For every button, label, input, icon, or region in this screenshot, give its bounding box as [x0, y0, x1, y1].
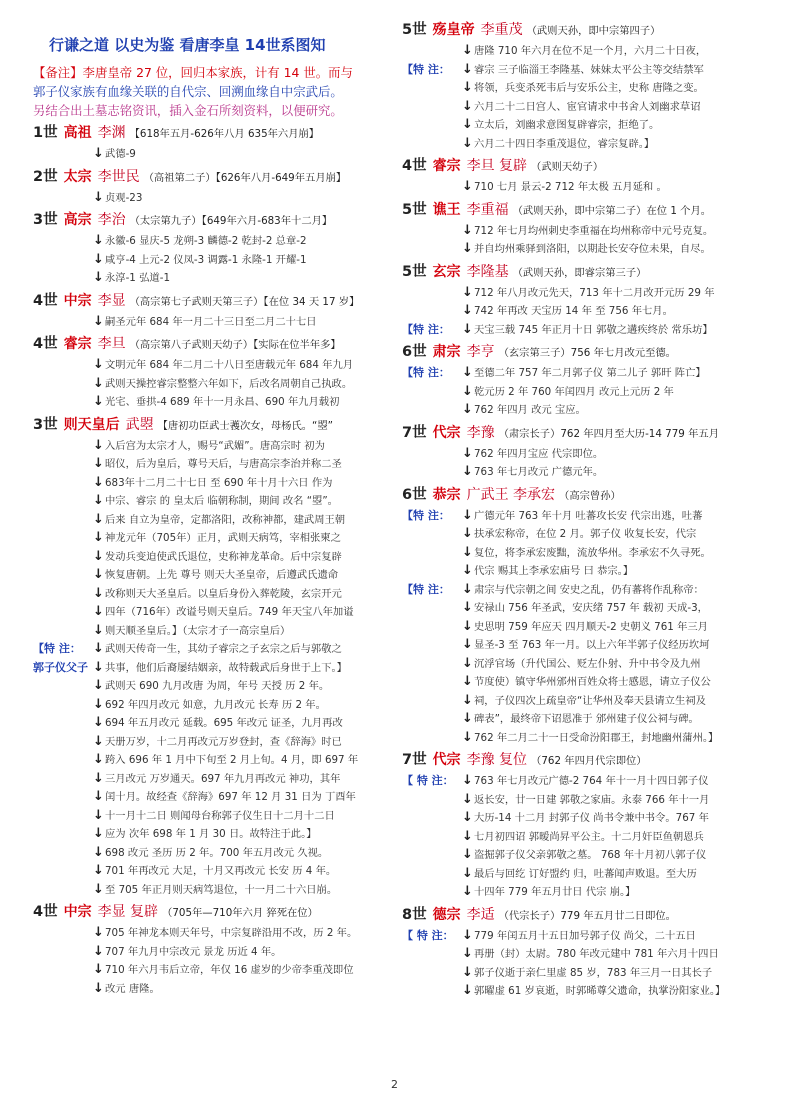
record-line: [33, 313, 393, 332]
intro-line: 【备注】李唐皇帝 27 位，回归本家族，计有 14 世。而与: [33, 65, 353, 80]
record-line: [402, 828, 762, 847]
record-text: 沉浮官场（升代国公、贬左仆射、升中书令及九州: [474, 657, 701, 670]
record-text: 唐隆 710 年六月在位不足一个月，六月二十日夜，: [474, 45, 707, 57]
generation-heading: [33, 291, 393, 313]
special-note-label: ↓ 【特 注：: [402, 582, 450, 596]
special-note-label: ↓ 郭子仪父子: [33, 660, 88, 674]
generation-number: 3世: [33, 416, 58, 433]
record-line: [33, 862, 393, 881]
record-line: [402, 401, 762, 420]
record-text: 710 七月 景云-2 712 年太极 五月延和 。: [474, 181, 667, 193]
record-line: [402, 42, 762, 61]
temple-name: 代宗: [432, 752, 461, 768]
temple-name: 殇皇帝: [432, 22, 475, 38]
record-line: [402, 772, 762, 791]
record-line: [33, 356, 393, 375]
generation-heading: [33, 415, 393, 437]
emperor-name: 李显: [97, 292, 126, 309]
record-line: [402, 883, 762, 902]
record-text: 六月二十二日宫人、宦官请求中书舍人刘幽求草诏: [474, 100, 701, 113]
record-line: [33, 511, 393, 530]
temple-name: 肃宗: [432, 344, 461, 360]
record-text: 763 年七月改元 广德元年。: [474, 466, 604, 478]
generation-heading: [402, 156, 762, 178]
record-text: 发动兵变迫使武氏退位，史称神龙革命。后中宗复辟: [105, 550, 342, 563]
record-line: [33, 825, 393, 844]
record-text: 贞观-23: [105, 191, 143, 204]
record-text: 文明元年 684 年二月二十八日至唐载元年 684 年九月: [105, 359, 354, 371]
special-note-label: ↓ 【特 注：: [402, 508, 450, 522]
emperor-name: 李旦: [97, 336, 126, 352]
record-line: [402, 507, 762, 526]
generation-number: 8世: [402, 906, 427, 923]
page-title: 行谦之道 以史为鉴 看唐李皇 14世系图知: [49, 36, 326, 54]
record-text: 武则天操控睿宗整整六年如下，后改名周朝自己执政。: [105, 377, 353, 390]
generation-heading: [402, 20, 762, 42]
generation-section: [402, 342, 762, 420]
record-text: 701 年再改元 大足，十月又再改元 长安 历 4 年。: [105, 865, 337, 877]
emperor-name: 李豫 复位: [466, 752, 528, 768]
record-line: [402, 599, 762, 618]
record-line: [402, 927, 762, 946]
special-note-label: ↓ 【特 注：: [402, 62, 450, 76]
record-text: 光宅、垂拱-4 689 年十一月永昌、690 年九月载初: [105, 396, 340, 408]
record-line: [33, 492, 393, 511]
record-text: 武则天传奇一生，其幼子睿宗之子玄宗之后与郭敬之: [105, 643, 342, 655]
record-line: [33, 375, 393, 394]
intro-line: 郭子仪家族有血缘关联的自代宗、回溯血缘自中宗武后。: [33, 84, 343, 99]
record-text: 代宗 赐其上李承宏庙号 曰 恭宗。】: [474, 565, 634, 577]
record-text: 闰十月。故经查《辞海》697 年 12 月 31 日为 丁酉年: [105, 791, 356, 803]
record-line: [402, 729, 762, 748]
record-text: 三月改元 万岁通天。697 年九月再改元 神功，其年: [105, 772, 341, 785]
record-line: [402, 655, 762, 674]
record-text: 至德二年 757 年二月郭子仪 第二儿子 郭旰 阵亡】: [474, 367, 706, 379]
record-line: [402, 302, 762, 321]
temple-name: 睿宗: [432, 158, 461, 174]
record-line: [402, 284, 762, 303]
temple-name: 太宗: [63, 168, 92, 185]
reign-info: （武则天幼子）: [531, 161, 604, 173]
record-text: 共事，他们后裔屡结姻亲，故特载武后身世于上下。】: [105, 661, 347, 674]
record-line: [402, 79, 762, 98]
record-text: 永徽-6 显庆-5 龙朔-3 麟德-2 乾封-2 总章-2: [105, 235, 307, 247]
record-text: 立太后，刘幽求意图复辟睿宗，拒绝了。: [474, 119, 660, 131]
record-line: [402, 982, 762, 1001]
record-text: 698 改元 圣历 历 2 年。700 年五月改元 久视。: [105, 846, 329, 859]
record-text: 咸亨-4 上元-2 仪凤-3 调露-1 永隆-1 开耀-1: [105, 253, 307, 266]
generation-section: [402, 156, 762, 197]
temple-name: 代宗: [432, 424, 461, 441]
record-line: [33, 943, 393, 962]
generation-heading: [402, 750, 762, 772]
record-line: [402, 116, 762, 135]
emperor-name: 李旦 复辟: [466, 158, 528, 174]
record-line: [33, 232, 393, 251]
record-line: [33, 269, 393, 288]
record-text: 则天顺圣皇后。】（太宗才子一高宗皇后）: [105, 624, 291, 637]
left-generations: [33, 123, 393, 998]
record-line: [33, 659, 393, 678]
record-line: [402, 636, 762, 655]
record-text: 广德元年 763 年十月 吐蕃攻长安 代宗出逃，吐蕃: [474, 509, 703, 522]
emperor-name: 武曌: [125, 416, 154, 433]
record-text: 705 年神龙本则天年号，中宗复辟沿用不改，历 2 年。: [105, 927, 358, 939]
temple-name: 中宗: [63, 292, 92, 309]
record-line: [402, 383, 762, 402]
temple-name: 恭宗: [432, 486, 461, 503]
special-note-label: ↓ 【特 注：: [402, 322, 450, 336]
record-text: 762 年二月二十一日受命汾阳郡王，封地幽州蒲州。】: [474, 731, 719, 744]
record-line: [33, 751, 393, 770]
record-text: 应为 次年 698 年 1 月 30 日。故特注于此。】: [105, 828, 317, 840]
generation-section: [33, 334, 393, 412]
generation-number: 4世: [402, 158, 427, 174]
record-text: 至 705 年正月则天病笃退位，十一月二十六日崩。: [105, 883, 338, 896]
record-line: [402, 809, 762, 828]
right-generations: [402, 20, 762, 1001]
record-text: 肃宗与代宗朝之间 安史之乱，仍有蕃将作乱称帝：: [474, 583, 704, 596]
generation-section: [402, 905, 762, 1001]
record-line: [33, 733, 393, 752]
record-text: 武则天 690 九月改唐 为周，年号 天授 历 2 年。: [105, 680, 330, 692]
record-text: 762 年四月 改元 宝应。: [474, 404, 586, 416]
record-line: [33, 566, 393, 585]
record-text: 史思明 759 年应天 四月顺天-2 史朝义 761 年三月: [474, 620, 708, 633]
reign-info: （高宗第七子武则天第三子）【在位 34 天 17 岁】: [129, 295, 360, 308]
temple-name: 玄宗: [432, 263, 461, 280]
generation-heading: [33, 210, 393, 232]
generation-section: [33, 415, 393, 900]
generation-heading: [402, 485, 762, 507]
record-text: 大历-14 十二月 封郭子仪 尚书令兼中书令。767 年: [474, 812, 709, 824]
generation-section: [402, 423, 762, 482]
record-line: [402, 98, 762, 117]
reign-info: （太宗第九子）【649年六月-683年十二月】: [129, 215, 333, 227]
generation-number: 2世: [33, 168, 58, 185]
record-text: 盗掘郭子仪父亲郭敬之墓。 768 年十月初八郭子仪: [474, 849, 707, 861]
record-line: [33, 807, 393, 826]
record-line: [33, 881, 393, 900]
emperor-name: 李豫: [466, 424, 495, 441]
record-text: 乾元历 2 年 760 年闰四月 改元上元历 2 年: [474, 385, 674, 398]
record-text: 712 年八月改元先天，713 年十二月改开元历 29 年: [474, 286, 715, 299]
reign-info: （武则天孙，即睿宗第三子）: [512, 266, 647, 279]
record-text: 707 年九月中宗改元 景龙 历近 4 年。: [105, 945, 282, 958]
record-text: 七月初四诏 郭暧尚昇平公主。十二月奸臣鱼朝恩兵: [474, 830, 704, 843]
reign-info: （高宗曾孙）: [559, 489, 621, 502]
record-line: [33, 189, 393, 208]
generation-number: 4世: [33, 292, 58, 309]
special-note-label: ↓ 【特 注：: [402, 366, 450, 379]
record-line: [33, 788, 393, 807]
generation-number: 7世: [402, 424, 427, 441]
reign-info: （高祖第二子）【626年八月-649年五月崩】: [143, 171, 347, 184]
reign-info: （武则天孙，即中宗第四子）: [526, 25, 661, 37]
emperor-name: 李隆基: [466, 263, 509, 280]
record-text: 改元 唐隆。: [105, 982, 160, 995]
generation-heading: [402, 262, 762, 284]
temple-name: 高宗: [63, 212, 92, 228]
record-line: [402, 581, 762, 600]
right-column: [402, 0, 762, 1001]
reign-info: （武则天孙，即中宗第二子）在位 1 个月。: [512, 204, 712, 217]
reign-info: 【唐初功臣武士彟次女，母杨氏。“曌”: [157, 419, 334, 432]
generation-number: 5世: [402, 263, 427, 280]
record-line: [33, 677, 393, 696]
record-text: 入后宫为太宗才人，赐号“武媚”。唐高宗时 初为: [105, 439, 325, 452]
generation-number: 6世: [402, 344, 427, 360]
record-line: [402, 222, 762, 241]
record-line: [402, 562, 762, 581]
record-line: [402, 964, 762, 983]
emperor-name: 李显 复辟: [97, 904, 159, 920]
emperor-name: 李重福: [466, 201, 509, 218]
record-text: 四年（716年）改谥号则天皇后。749 年天宝八年加谥: [105, 606, 354, 618]
record-line: [33, 696, 393, 715]
record-line: [402, 61, 762, 80]
record-line: [402, 865, 762, 884]
record-text: 睿宗 三子临淄王李隆基、妹妹太平公主等交结禁军: [474, 63, 704, 76]
generation-number: 5世: [402, 201, 427, 218]
record-text: 天宝三载 745 年正月十日 郭敬之遘疾终於 常乐坊】: [474, 323, 713, 336]
record-line: [33, 844, 393, 863]
record-text: 节度使）镇守华州邠州百姓众将士感恩，请立子仪公: [474, 676, 711, 688]
record-text: 十四年 779 年五月廿日 代宗 崩。】: [474, 886, 636, 898]
record-line: [33, 145, 393, 164]
record-text: 恢复唐朝。上先 尊号 则天大圣皇帝，后遵武氏遗命: [105, 569, 339, 581]
record-line: [33, 924, 393, 943]
record-text: 复位，将李承宏废黜，流放华州。李承宏不久寻死。: [474, 546, 711, 559]
emperor-name: 李渊: [97, 125, 126, 141]
generation-section: [33, 902, 393, 998]
record-text: 694 年五月改元 延载。695 年改元 证圣，九月再改: [105, 717, 343, 729]
record-text: 郭子仪逝于亲仁里虚 85 岁，783 年三月一日其长子: [474, 966, 713, 979]
reign-info: （代宗长子）779 年五月廿二日即位。: [498, 909, 676, 922]
generation-section: [402, 262, 762, 340]
record-text: 将领，兵变杀死韦后与安乐公主，史称 唐隆之变。: [474, 82, 704, 94]
emperor-name: 李治: [97, 212, 126, 228]
generation-number: 4世: [33, 904, 58, 920]
temple-name: 则天皇后: [63, 416, 120, 433]
generation-section: [33, 167, 393, 208]
record-line: [402, 364, 762, 383]
record-line: [33, 455, 393, 474]
record-line: [33, 251, 393, 270]
record-text: 嗣圣元年 684 年一月二十三日至二月二十七日: [105, 315, 317, 328]
temple-name: 睿宗: [63, 336, 92, 352]
record-line: [33, 770, 393, 789]
emperor-name: 李亨: [466, 344, 495, 360]
record-text: 天册万岁，十二月再改元万岁登封，查《辞海》时已: [105, 735, 342, 748]
generation-number: 3世: [33, 212, 58, 228]
generation-number: 7世: [402, 752, 427, 768]
generation-number: 1世: [33, 125, 58, 141]
record-line: [33, 622, 393, 641]
record-text: 安禄山 756 年圣武，安庆绪 757 年 载初 天成-3，: [474, 602, 708, 614]
record-line: [33, 393, 393, 412]
record-text: 742 年再改 天宝历 14 年 至 756 年七月。: [474, 305, 673, 317]
generation-section: [33, 123, 393, 164]
record-line: [402, 463, 762, 482]
record-text: 碑表”，最终帝下诏恩准于 邠州建子仪公祠与碑。: [474, 713, 699, 725]
record-line: [33, 640, 393, 659]
generation-heading: [402, 905, 762, 927]
record-line: [402, 846, 762, 865]
generation-number: 4世: [33, 336, 58, 352]
record-line: [402, 618, 762, 637]
generation-section: [402, 750, 762, 902]
reign-info: 【618年五月-626年八月 635年六月崩】: [129, 128, 320, 140]
generation-number: 6世: [402, 486, 427, 503]
generation-heading: [33, 123, 393, 145]
record-text: 683年十二月二十七日 至 690 年十月十六日 作为: [105, 476, 333, 489]
record-text: 永淳-1 弘道-1: [105, 272, 170, 284]
record-line: [33, 474, 393, 493]
generation-heading: [402, 200, 762, 222]
special-note-label: ↓ 【 特 注：: [402, 928, 454, 942]
record-text: 最后与回纥 订好盟约 归，吐蕃闻声败退。至大历: [474, 867, 697, 880]
record-text: 返长安，廿一日建 郭敬之家庙。永泰 766 年十一月: [474, 793, 710, 806]
record-text: 显圣-3 至 763 年一月。以上六年半郭子仪经历坎坷: [474, 639, 710, 651]
temple-name: 高祖: [63, 125, 92, 141]
page-number: 2: [391, 1078, 398, 1091]
record-line: [402, 945, 762, 964]
record-text: 763 年七月改元广德-2 764 年十一月十四日郭子仪: [474, 775, 709, 787]
generation-section: [402, 200, 762, 259]
special-note-label: ↓ 【特 注：: [33, 642, 81, 655]
record-line: [33, 529, 393, 548]
record-line: [402, 673, 762, 692]
record-text: 改称则天大圣皇后。以皇后身份入葬乾陵，玄宗开元: [105, 587, 342, 600]
temple-name: 谯王: [432, 201, 461, 218]
reign-info: （高宗第八子武则天幼子）【实际在位半年多】: [129, 339, 341, 351]
emperor-name: 广武王 李承宏: [466, 486, 556, 503]
record-line: [402, 445, 762, 464]
generation-heading: [402, 342, 762, 364]
record-text: 昭仪，后为皇后，尊号天后，与唐高宗李治并称二圣: [105, 458, 342, 470]
record-line: [402, 240, 762, 259]
record-text: 六月二十四日李重茂退位，睿宗复辟。】: [474, 137, 655, 150]
record-line: [402, 692, 762, 711]
generation-section: [402, 20, 762, 153]
record-text: 692 年四月改元 如意，九月改元 长寿 历 2 年。: [105, 698, 326, 711]
record-line: [33, 437, 393, 456]
record-text: 并自均州乘驿到洛阳，以期赴长安夺位未果，自尽。: [474, 243, 711, 255]
record-line: [402, 544, 762, 563]
generation-heading: [33, 334, 393, 356]
record-text: 祠，子仪四次上疏皇帝“让华州及奉天县请立生祠及: [474, 694, 706, 707]
record-text: 神龙元年（705年）正月，武则天病笃，宰相张柬之: [105, 532, 341, 544]
reign-info: （762 年四月代宗即位）: [531, 755, 647, 767]
record-line: [402, 135, 762, 154]
record-line: [33, 603, 393, 622]
record-line: [402, 710, 762, 729]
record-line: [402, 178, 762, 197]
record-line: [402, 791, 762, 810]
record-text: 再册（封）太尉。780 年改元建中 781 年六月十四日: [474, 948, 719, 960]
record-line: [402, 525, 762, 544]
intro-note: [33, 63, 393, 120]
generation-heading: [33, 167, 393, 189]
generation-section: [402, 485, 762, 748]
record-line: [33, 714, 393, 733]
emperor-name: 李世民: [97, 168, 140, 185]
record-line: [402, 321, 762, 340]
record-text: 后来 自立为皇帝，定都洛阳，改称神都，建武周王朝: [105, 513, 346, 526]
record-text: 扶承宏称帝，在位 2 月。郭子仪 收复长安，代宗: [474, 528, 697, 540]
temple-name: 中宗: [63, 904, 92, 920]
record-text: 779 年闰五月十五日加号郭子仪 尚父，二十五日: [474, 929, 696, 942]
emperor-name: 李重茂: [480, 22, 523, 38]
record-text: 中宗、睿宗 的 皇太后 临朝称制，期间 改名 “曌”。: [105, 495, 338, 507]
emperor-name: 李适: [466, 906, 495, 923]
record-line: [33, 548, 393, 567]
generation-heading: [33, 902, 393, 924]
record-line: [33, 585, 393, 604]
record-text: 710 年六月韦后立帝，年仅 16 虚岁的少帝李重茂即位: [105, 964, 354, 976]
generation-section: [33, 291, 393, 332]
record-text: 跨入 696 年 1 月中下旬至 2 月上旬。4 月，即 697 年: [105, 754, 359, 766]
record-text: 十一月十二日 则闻母台称郭子仪生日十二月十二日: [105, 809, 335, 822]
record-text: 762 年四月宝应 代宗即位。: [474, 447, 604, 460]
reign-info: （肃宗长子）762 年四月至大历-14 779 年五月: [498, 427, 719, 440]
record-line: [33, 961, 393, 980]
generation-number: 5世: [402, 22, 427, 38]
left-column: [33, 0, 393, 998]
special-note-label: ↓ 【 特 注：: [402, 774, 454, 787]
reign-info: （玄宗第三子）756 年七月改元至德。: [498, 347, 676, 359]
generation-section: [33, 210, 393, 288]
record-text: 郭曜虚 61 岁哀逝，时郭晞尊父遗命，执掌汾阳家业。】: [474, 985, 726, 997]
record-line: [33, 980, 393, 999]
intro-line: 另结合出土墓志铭资讯，插入金石所刻资料，以便研究。: [33, 103, 343, 118]
record-text: 712 年七月均州刺史李重福在均州称帝中元号克复。: [474, 224, 714, 237]
record-text: 武德-9: [105, 148, 136, 160]
temple-name: 德宗: [432, 906, 461, 923]
reign-info: （705年—710年六月 猝死在位）: [162, 907, 318, 919]
generation-heading: [402, 423, 762, 445]
